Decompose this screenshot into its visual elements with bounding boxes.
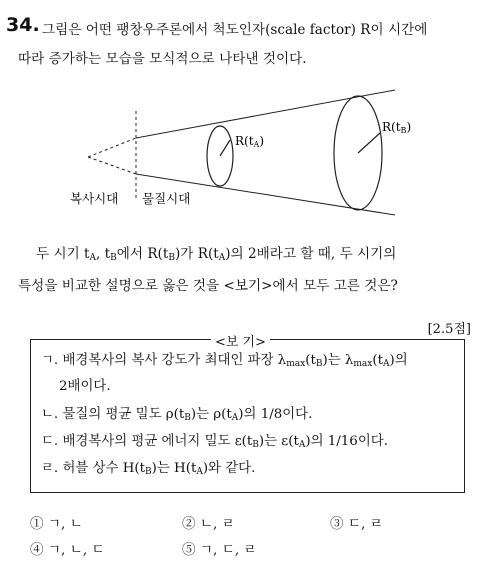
- label-r-tb: R(tB): [382, 120, 412, 135]
- bogi-item-n: ㄴ. 물질의 평균 밀도 $\rho(t_B)$는 $\rho(t_A)$의 1/8이다.: [41, 407, 313, 423]
- body-line-2: 특성을 비교한 설명으로 옳은 것을 <보기>에서 모두 고른 것은?: [18, 278, 398, 294]
- bogi-item-g-line2: 2배이다.: [59, 379, 111, 394]
- label-radiation-era: 복사시대: [70, 191, 119, 206]
- label-r-ta: R(tA): [235, 134, 265, 149]
- bogi-title: <보 기>: [0, 331, 481, 350]
- expansion-cone-diagram: [60, 78, 460, 228]
- stem-line-2: 따라 증가하는 모습을 모식적으로 나타낸 것이다.: [18, 51, 307, 67]
- question-number: 34.: [6, 14, 40, 36]
- cone-upper-dashed: [88, 138, 136, 157]
- bogi-item-g: ㄱ. 배경복사의 복사 강도가 최대인 파장 $\lambda_{max}(t_B)$는 $\lambda_{max}(t_A)$의: [41, 353, 408, 369]
- choice-3[interactable]: ③ ㄷ, ㄹ: [330, 516, 383, 532]
- cone-lower-dashed: [88, 157, 136, 174]
- cone-upper-line: [136, 90, 395, 138]
- bogi-item-d: ㄷ. 배경복사의 평균 에너지 밀도 $\varepsilon(t_B)$는 $\varepsilon(t_A)$의 1/16이다.: [41, 434, 388, 450]
- choice-2[interactable]: ② ㄴ, ㄹ: [182, 516, 235, 532]
- radius-ta: [220, 140, 230, 156]
- choice-5[interactable]: ⑤ ㄱ, ㄷ, ㄹ: [182, 542, 257, 558]
- question-body: [18, 240, 478, 300]
- points: [2.5점]: [427, 322, 471, 337]
- body-line-1: 두 시기 $t_A$, $t_B$에서 $R(t_B)$가 $R(t_A)$의 2배라고 할 때, 두 시기의: [36, 246, 397, 263]
- bogi-item-r: ㄹ. 허블 상수 $H(t_B)$는 $H(t_A)$와 같다.: [41, 461, 256, 477]
- label-matter-era: 물질시대: [142, 191, 191, 206]
- choice-4[interactable]: ④ ㄱ, ㄴ, ㄷ: [30, 542, 105, 558]
- choice-1[interactable]: ① ㄱ, ㄴ: [30, 516, 83, 532]
- stem-line-1: 그림은 어떤 팽창우주론에서 척도인자(scale factor) R이 시간에: [42, 22, 428, 38]
- radius-tb: [358, 133, 380, 153]
- bogi-box: [30, 339, 465, 493]
